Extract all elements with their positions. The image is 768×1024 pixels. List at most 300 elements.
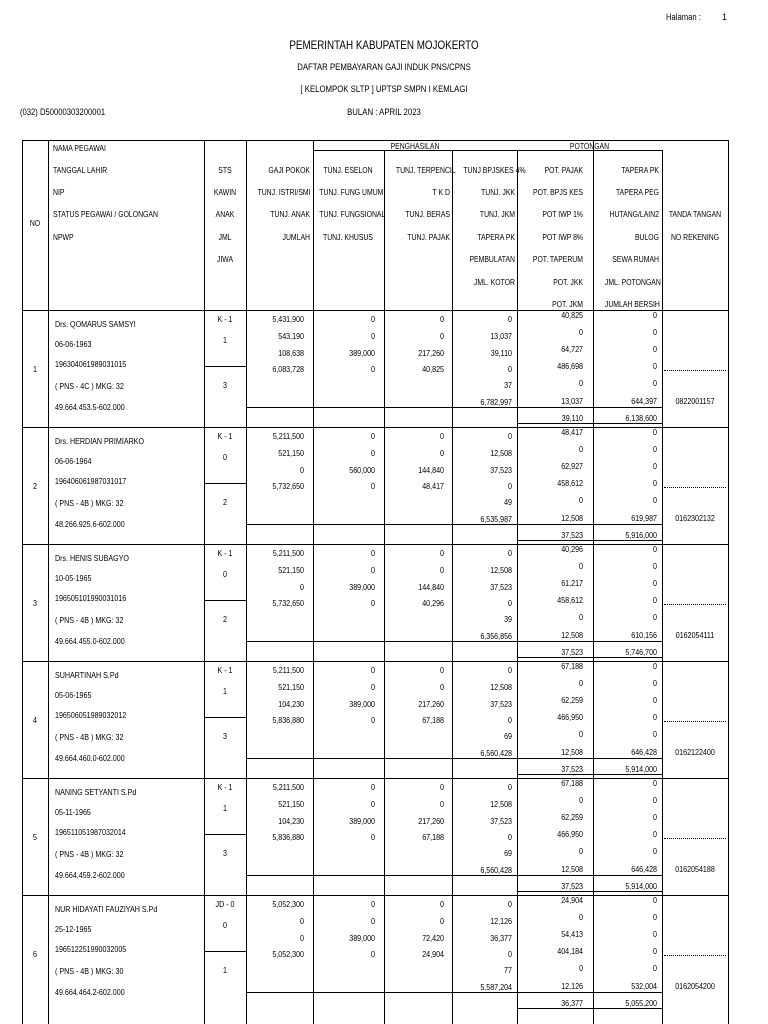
marital-status: K - 1 <box>217 665 233 675</box>
gaji-value: 5,211,500 <box>272 548 304 558</box>
signature-dotted-line <box>664 604 726 605</box>
tapera-value: 644,397 <box>631 396 657 406</box>
bpjs-value: 37,523 <box>490 816 512 826</box>
eselon-value: 389,000 <box>349 348 375 358</box>
row-number: 4 <box>33 715 37 725</box>
column-divider <box>246 140 247 1024</box>
pajak-value: 0 <box>579 444 583 454</box>
terpencil-value: 0 <box>440 682 444 692</box>
marital-status: K - 1 <box>217 782 233 792</box>
terpencil-value: 0 <box>440 899 444 909</box>
gaji-value: 5,431,900 <box>272 314 304 324</box>
eselon-value: 0 <box>371 782 375 792</box>
gaji-header-line: JUMLAH <box>282 232 310 242</box>
bpjs-value: 39 <box>504 614 512 624</box>
pajak-value: 64,727 <box>561 344 583 354</box>
bpjs-header-line: JML. KOTOR <box>473 277 515 287</box>
tapera-value: 0 <box>653 678 657 688</box>
tapera-header-line: BULOG <box>634 232 659 242</box>
pajak-value: 36,377 <box>561 998 583 1008</box>
terpencil-value: 144,840 <box>418 465 444 475</box>
page-number: 1 <box>722 12 728 22</box>
pajak-value: 13,037 <box>561 396 583 406</box>
children-count: 0 <box>223 452 227 462</box>
pajak-value: 0 <box>579 963 583 973</box>
gaji-value: 104,230 <box>278 816 304 826</box>
pajak-value: 0 <box>579 678 583 688</box>
bpjs-value: 0 <box>508 431 512 441</box>
pajak-value: 62,927 <box>561 461 583 471</box>
gaji-value: 5,836,880 <box>272 832 304 842</box>
pajak-header-line: POT. JKK <box>553 277 583 287</box>
tapera-value: 646,428 <box>631 747 657 757</box>
sts-subline <box>204 951 246 952</box>
bpjs-value: 12,508 <box>490 799 512 809</box>
tapera-value: 0 <box>653 378 657 388</box>
tapera-value: 5,055,200 <box>625 998 657 1008</box>
gaji-value: 5,052,300 <box>272 949 304 959</box>
terpencil-value: 0 <box>440 314 444 324</box>
eselon-header-line: TUNJ. FUNGSIONAL <box>319 209 386 219</box>
tapera-value: 0 <box>653 929 657 939</box>
pajak-value: 12,508 <box>561 513 583 523</box>
gaji-value: 5,732,650 <box>272 598 304 608</box>
pajak-value: 0 <box>579 378 583 388</box>
eselon-value: 0 <box>371 314 375 324</box>
column-divider <box>204 140 205 1024</box>
net-total-rule <box>517 657 662 658</box>
pajak-value: 61,217 <box>561 578 583 588</box>
sts-header-line: JML <box>218 232 232 242</box>
pajak-header-line: POT. JKM <box>552 299 583 309</box>
children-count: 1 <box>223 335 227 345</box>
nip: 196506051989032012 <box>55 710 127 720</box>
eselon-value: 0 <box>371 364 375 374</box>
totals-rule <box>246 407 662 408</box>
npwp: 48.266.925.6-602.000 <box>55 519 125 529</box>
family-count: 2 <box>223 497 227 507</box>
column-divider <box>313 140 314 1024</box>
report-title: PEMERINTAH KABUPATEN MOJOKERTO <box>289 38 479 52</box>
tapera-value: 5,746,700 <box>625 647 657 657</box>
terpencil-value: 0 <box>440 565 444 575</box>
terpencil-value: 40,296 <box>422 598 444 608</box>
marital-status: JD - 0 <box>215 899 235 909</box>
column-divider <box>728 140 729 1024</box>
sts-subline <box>204 834 246 835</box>
pajak-value: 12,508 <box>561 747 583 757</box>
family-count: 3 <box>223 848 227 858</box>
tapera-value: 0 <box>653 812 657 822</box>
eselon-value: 560,000 <box>349 465 375 475</box>
children-count: 0 <box>223 569 227 579</box>
pajak-value: 466,950 <box>557 712 583 722</box>
pajak-value: 37,523 <box>561 647 583 657</box>
totals-rule <box>246 641 662 642</box>
employee-name: NANING SETYANTI S.Pd <box>55 787 137 797</box>
marital-status: K - 1 <box>217 431 233 441</box>
family-count: 3 <box>223 731 227 741</box>
nip: 196505101990031016 <box>55 593 127 603</box>
tapera-value: 5,914,000 <box>625 881 657 891</box>
bpjs-value: 0 <box>508 832 512 842</box>
bpjs-value: 12,126 <box>490 916 512 926</box>
sts-header-line: ANAK <box>215 209 235 219</box>
pajak-value: 40,296 <box>561 544 583 554</box>
status-golongan: ( PNS - 4B ) MKG: 30 <box>55 966 124 976</box>
gaji-value: 521,150 <box>278 448 304 458</box>
tapera-value: 619,987 <box>631 513 657 523</box>
nama-header-line: NAMA PEGAWAI <box>53 143 106 153</box>
tapera-value: 610,156 <box>631 630 657 640</box>
bpjs-value: 0 <box>508 364 512 374</box>
employee-name: Drs. HERDIAN PRIMIARKO <box>55 436 144 446</box>
pajak-header-line: POT. BPJS KES <box>532 187 583 197</box>
bpjs-value: 49 <box>504 497 512 507</box>
tapera-header-line: JUMLAH BERSIH <box>604 299 660 309</box>
tapera-value: 0 <box>653 895 657 905</box>
terpencil-value: 67,188 <box>422 832 444 842</box>
terpencil-value: 217,260 <box>418 816 444 826</box>
tapera-value: 0 <box>653 846 657 856</box>
terpencil-value: 217,260 <box>418 699 444 709</box>
row-number: 1 <box>33 364 37 374</box>
totals-rule <box>246 758 662 759</box>
net-total-rule <box>517 423 662 424</box>
marital-status: K - 1 <box>217 314 233 324</box>
eselon-value: 0 <box>371 431 375 441</box>
bpjs-value: 6,535,987 <box>480 514 512 524</box>
sts-header-line: STS <box>218 165 232 175</box>
unit-code: (032) D50000303200001 <box>20 107 106 117</box>
npwp: 49.664.453.5-602.000 <box>55 402 125 412</box>
tapera-value: 0 <box>653 695 657 705</box>
pajak-value: 404,184 <box>557 946 583 956</box>
eselon-value: 0 <box>371 598 375 608</box>
eselon-value: 0 <box>371 899 375 909</box>
children-count: 0 <box>223 920 227 930</box>
children-count: 1 <box>223 686 227 696</box>
bpjs-value: 6,782,997 <box>480 397 512 407</box>
gaji-value: 521,150 <box>278 565 304 575</box>
family-count: 3 <box>223 380 227 390</box>
bpjs-value: 0 <box>508 314 512 324</box>
tapera-value: 0 <box>653 963 657 973</box>
status-golongan: ( PNS - 4B ) MKG: 32 <box>55 732 124 742</box>
birth-date: 10-05-1965 <box>55 573 92 583</box>
eselon-value: 0 <box>371 715 375 725</box>
gaji-value: 521,150 <box>278 682 304 692</box>
eselon-value: 0 <box>371 448 375 458</box>
gaji-header-line: GAJI POKOK <box>268 165 310 175</box>
eselon-value: 389,000 <box>349 699 375 709</box>
report-group: [ KELOMPOK SLTP ] UPTSP SMPN I KEMLAGI <box>300 84 468 95</box>
birth-date: 25-12-1965 <box>55 924 92 934</box>
tapera-value: 0 <box>653 712 657 722</box>
nip: 196511051987032014 <box>55 827 126 837</box>
gaji-value: 5,732,650 <box>272 481 304 491</box>
tapera-value: 0 <box>653 478 657 488</box>
tapera-value: 0 <box>653 661 657 671</box>
terpencil-header-line: TUNJ. PAJAK <box>407 232 450 242</box>
tapera-value: 0 <box>653 544 657 554</box>
nama-header-line: TANGGAL LAHIR <box>53 165 108 175</box>
eselon-value: 389,000 <box>349 816 375 826</box>
eselon-value: 0 <box>371 331 375 341</box>
tapera-value: 5,914,000 <box>625 764 657 774</box>
terpencil-value: 0 <box>440 448 444 458</box>
status-golongan: ( PNS - 4B ) MKG: 32 <box>55 615 124 625</box>
pajak-value: 62,259 <box>561 695 583 705</box>
sts-header-line: KAWIN <box>213 187 237 197</box>
net-total-rule <box>517 774 662 775</box>
tapera-value: 0 <box>653 444 657 454</box>
terpencil-value: 48,417 <box>422 481 444 491</box>
ttd-header-line: NO REKENING <box>670 232 720 242</box>
account-number: 0162054188 <box>675 864 715 874</box>
pajak-value: 40,825 <box>561 310 583 320</box>
eselon-value: 0 <box>371 565 375 575</box>
pajak-value: 486,698 <box>557 361 583 371</box>
net-total-rule <box>517 540 662 541</box>
tapera-value: 0 <box>653 327 657 337</box>
signature-dotted-line <box>664 838 726 839</box>
pajak-header-line: POT. TAPERUM <box>532 254 583 264</box>
npwp: 49.664.455.0-602.000 <box>55 636 125 646</box>
nip: 196512251990032005 <box>55 944 127 954</box>
marital-status: K - 1 <box>217 548 233 558</box>
tapera-header-line: TAPERA PK <box>621 165 659 175</box>
terpencil-header-line: TUNJ. BERAS <box>405 209 450 219</box>
column-divider <box>22 140 23 1024</box>
bpjs-header-line: TUNJ BPJSKES 4% <box>463 165 526 175</box>
ttd-header-line: TANDA TANGAN <box>668 209 722 219</box>
gaji-value: 0 <box>300 465 304 475</box>
bpjs-value: 12,508 <box>490 448 512 458</box>
bpjs-value: 12,508 <box>490 682 512 692</box>
bpjs-value: 12,508 <box>490 565 512 575</box>
nama-header-line: STATUS PEGAWAI / GOLONGAN <box>53 209 158 219</box>
pajak-value: 0 <box>579 912 583 922</box>
bpjs-value: 0 <box>508 899 512 909</box>
eselon-value: 0 <box>371 682 375 692</box>
bpjs-value: 37,523 <box>490 465 512 475</box>
tapera-value: 0 <box>653 344 657 354</box>
page-label: Halaman : <box>666 12 701 22</box>
pajak-value: 0 <box>579 561 583 571</box>
pajak-value: 458,612 <box>557 478 583 488</box>
row-number: 3 <box>33 598 37 608</box>
birth-date: 05-11-1965 <box>55 807 91 817</box>
eselon-value: 0 <box>371 548 375 558</box>
account-number: 0822001157 <box>675 396 715 406</box>
pajak-header-line: POT IWP 1% <box>542 209 583 219</box>
tapera-value: 6,138,600 <box>625 413 657 423</box>
bpjs-header-line: TUNJ. JKK <box>481 187 515 197</box>
row-number: 6 <box>33 949 37 959</box>
bpjs-value: 0 <box>508 598 512 608</box>
penghasilan-header: PENGHASILAN <box>390 141 440 151</box>
bpjs-value: 0 <box>508 949 512 959</box>
tapera-value: 0 <box>653 310 657 320</box>
tapera-value: 0 <box>653 912 657 922</box>
birth-date: 05-06-1965 <box>55 690 92 700</box>
tapera-value: 0 <box>653 946 657 956</box>
pajak-value: 39,110 <box>561 413 583 423</box>
bpjs-value: 6,356,856 <box>480 631 512 641</box>
tapera-value: 5,916,000 <box>625 530 657 540</box>
employee-name: Drs. HENIS SUBAGYO <box>55 553 129 563</box>
tapera-value: 0 <box>653 595 657 605</box>
pajak-value: 37,523 <box>561 764 583 774</box>
status-golongan: ( PNS - 4B ) MKG: 32 <box>55 498 124 508</box>
family-count: 1 <box>223 965 227 975</box>
bpjs-value: 69 <box>504 731 512 741</box>
bpjs-value: 37,523 <box>490 582 512 592</box>
tapera-value: 0 <box>653 612 657 622</box>
pajak-value: 458,612 <box>557 595 583 605</box>
npwp: 49.664.460.0-602.000 <box>55 753 125 763</box>
pajak-value: 12,508 <box>561 864 583 874</box>
gaji-value: 543,190 <box>278 331 304 341</box>
gaji-value: 0 <box>300 916 304 926</box>
employee-name: NUR HIDAYATI FAUZIYAH S.Pd <box>55 904 158 914</box>
children-count: 1 <box>223 803 227 813</box>
bpjs-value: 39,110 <box>490 348 512 358</box>
pajak-value: 0 <box>579 795 583 805</box>
no-header: NO <box>29 218 41 228</box>
row-number: 5 <box>33 832 37 842</box>
bpjs-value: 0 <box>508 782 512 792</box>
eselon-value: 0 <box>371 832 375 842</box>
account-number: 0162122400 <box>675 747 715 757</box>
tapera-value: 0 <box>653 461 657 471</box>
pajak-value: 54,413 <box>561 929 583 939</box>
column-divider <box>517 150 518 1024</box>
bpjs-value: 0 <box>508 548 512 558</box>
terpencil-value: 0 <box>440 548 444 558</box>
tapera-value: 532,004 <box>631 981 657 991</box>
terpencil-value: 217,260 <box>418 348 444 358</box>
nama-header-line: NIP <box>53 187 65 197</box>
gaji-value: 0 <box>300 933 304 943</box>
bpjs-header-line: TAPERA PK <box>477 232 515 242</box>
terpencil-header-line: TUNJ. TERPENCIL <box>395 165 456 175</box>
bpjs-value: 13,037 <box>490 331 512 341</box>
employee-name: Drs. QOMARUS SAMSYI <box>55 319 136 329</box>
pajak-value: 67,188 <box>561 778 583 788</box>
pajak-value: 0 <box>579 846 583 856</box>
pajak-value: 0 <box>579 495 583 505</box>
pajak-value: 48,417 <box>561 427 583 437</box>
bpjs-value: 69 <box>504 848 512 858</box>
terpencil-value: 0 <box>440 782 444 792</box>
tapera-value: 0 <box>653 829 657 839</box>
tapera-header-line: SEWA RUMAH <box>612 254 659 264</box>
eselon-value: 389,000 <box>349 582 375 592</box>
account-number: 0162054200 <box>675 981 715 991</box>
bpjs-header-line: PEMBULATAN <box>469 254 515 264</box>
gaji-value: 104,230 <box>278 699 304 709</box>
pajak-value: 12,126 <box>561 981 583 991</box>
pajak-header-line: POT IWP 8% <box>542 232 583 242</box>
tapera-value: 0 <box>653 729 657 739</box>
sts-header-line: JIWA <box>216 254 234 264</box>
row-number: 2 <box>33 481 37 491</box>
nip: 196406061987031017 <box>55 476 127 486</box>
signature-dotted-line <box>664 370 726 371</box>
totals-rule <box>246 875 662 876</box>
family-count: 2 <box>223 614 227 624</box>
bpjs-value: 0 <box>508 481 512 491</box>
terpencil-value: 0 <box>440 431 444 441</box>
bpjs-header-line: TUNJ. JKM <box>479 209 515 219</box>
pajak-value: 0 <box>579 729 583 739</box>
npwp: 49.664.459.2-602.000 <box>55 870 125 880</box>
sts-subline <box>204 600 246 601</box>
pajak-value: 24,904 <box>561 895 583 905</box>
column-divider <box>48 140 49 1024</box>
sts-subline <box>204 483 246 484</box>
terpencil-value: 72,420 <box>422 933 444 943</box>
totals-rule <box>246 524 662 525</box>
column-divider <box>313 140 314 150</box>
nama-header-line: NPWP <box>53 232 74 242</box>
bpjs-value: 0 <box>508 665 512 675</box>
gaji-value: 5,052,300 <box>272 899 304 909</box>
tapera-value: 646,428 <box>631 864 657 874</box>
status-golongan: ( PNS - 4C ) MKG: 32 <box>55 381 124 391</box>
account-number: 0162054111 <box>675 630 715 640</box>
employee-name: SUHARTINAH S.Pd <box>55 670 119 680</box>
pajak-value: 67,188 <box>561 661 583 671</box>
tapera-value: 0 <box>653 778 657 788</box>
bpjs-value: 0 <box>508 715 512 725</box>
pajak-value: 0 <box>579 327 583 337</box>
tapera-value: 0 <box>653 561 657 571</box>
account-number: 0162302132 <box>675 513 715 523</box>
bpjs-value: 36,377 <box>490 933 512 943</box>
sts-subline <box>204 717 246 718</box>
bpjs-value: 5,587,204 <box>480 982 512 992</box>
bpjs-value: 37,523 <box>490 699 512 709</box>
potongan-header: POTONGAN <box>569 141 610 151</box>
gaji-value: 6,083,728 <box>272 364 304 374</box>
eselon-value: 0 <box>371 799 375 809</box>
npwp: 49.664.464.2-602.000 <box>55 987 125 997</box>
signature-dotted-line <box>664 487 726 488</box>
gaji-value: 0 <box>300 582 304 592</box>
pajak-value: 0 <box>579 612 583 622</box>
net-total-rule <box>517 891 662 892</box>
bpjs-value: 77 <box>504 965 512 975</box>
eselon-value: 0 <box>371 916 375 926</box>
bpjs-value: 6,560,428 <box>480 865 512 875</box>
terpencil-value: 144,840 <box>418 582 444 592</box>
gaji-value: 5,211,500 <box>272 782 304 792</box>
tapera-value: 0 <box>653 495 657 505</box>
eselon-value: 0 <box>371 949 375 959</box>
eselon-header-line: TUNJ. ESELON <box>323 165 373 175</box>
totals-rule <box>246 992 662 993</box>
eselon-header-line: TUNJ. KHUSUS <box>323 232 373 242</box>
gaji-header-line: TUNJ. ISTRI/SMI <box>257 187 311 197</box>
tapera-header-line: TAPERA PEG <box>616 187 659 197</box>
terpencil-value: 67,188 <box>422 715 444 725</box>
tapera-header-line: HUTANG/LAIN2 <box>609 209 659 219</box>
birth-date: 06-06-1964 <box>55 456 92 466</box>
gaji-value: 5,211,500 <box>272 665 304 675</box>
